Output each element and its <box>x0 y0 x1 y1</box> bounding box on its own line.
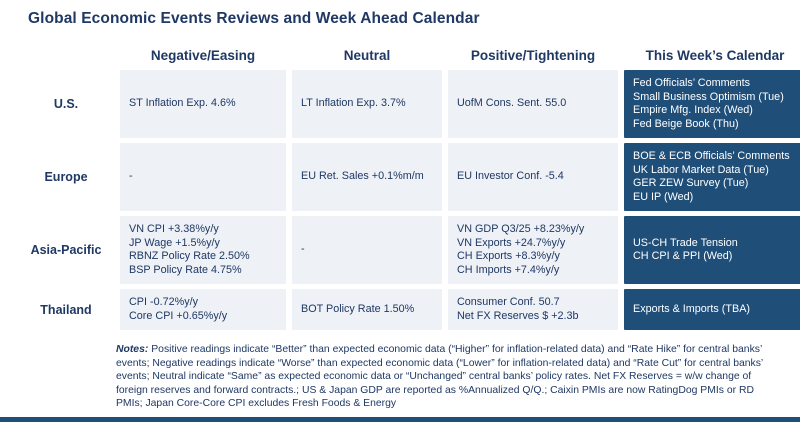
cell-europe-neutral <box>292 143 442 211</box>
cell-line: UofM Cons. Sent. 55.0 <box>457 97 567 110</box>
cell-line: EU Investor Conf. -5.4 <box>457 170 564 183</box>
cell-line: VN CPI +3.38%y/y <box>129 223 219 235</box>
column-header-corner <box>18 39 114 65</box>
cell-line: Net FX Reserves $ +2.3b <box>457 309 579 322</box>
cell-europe-positive <box>448 143 618 211</box>
row-header-asia-pacific: Asia-Pacific <box>30 243 102 257</box>
cell-line: - <box>129 170 133 183</box>
cell-us-neutral <box>292 70 442 138</box>
table-body <box>18 70 800 330</box>
cell-asia-calendar <box>624 216 800 284</box>
table-header-row <box>18 39 800 65</box>
cell-line: Empire Mfg. Index (Wed) <box>633 104 753 116</box>
cell-line: UK Labor Market Data (Tue) <box>633 163 769 176</box>
cell-europe-negative <box>120 143 286 211</box>
row-header-europe: Europe <box>44 170 88 184</box>
cell-line: BSP Policy Rate 4.75% <box>129 263 242 276</box>
table-row <box>18 289 800 330</box>
cell-line: JP Wage +1.5%y/y <box>129 236 220 249</box>
cell-line: RBNZ Policy Rate 2.50% <box>129 250 250 262</box>
cell-asia-positive <box>448 216 618 284</box>
cell-line: CH Exports +8.3%y/y <box>457 250 560 262</box>
top-rule <box>0 0 800 3</box>
cell-line: Small Business Optimism (Tue) <box>633 90 784 103</box>
cell-line: Fed Officials’ Comments <box>633 77 750 89</box>
cell-line: VN GDP Q3/25 +8.23%y/y <box>457 223 585 235</box>
cell-asia-negative <box>120 216 286 284</box>
cell-line: CPI -0.72%y/y <box>129 296 199 308</box>
events-matrix-table <box>12 34 800 335</box>
table-row <box>18 70 800 138</box>
cell-us-positive <box>448 70 618 138</box>
cell-line: LT Inflation Exp. 3.7% <box>301 97 406 110</box>
notes-body: Positive readings indicate “Better” than expected economic data (“Higher” for inflation-related data) and “Rate Hike” for central banks’ events; Negative readings indicate “Worse” than expected economic data (“Lower” for inflation-related data) and “Rate Cut” for central banks’ events; Neutral indicate “Same” as expected economic data or “Unchanged” central banks’ policy rates. Net FX Reserves = w/w change of foreign reserves and forward contracts.; US & Japan GDP are reported as %Annualized Q/Q.; Caixin PMIs are now RatingDog PMIs or RD PMIs; Japan Core-Core CPI excludes Fresh Foods & Energy <box>116 344 763 410</box>
cell-line: ST Inflation Exp. 4.6% <box>129 97 236 110</box>
column-header-negative: Negative/Easing <box>150 48 256 63</box>
notes-block <box>116 343 776 411</box>
cell-line: CH CPI & PPI (Wed) <box>633 250 733 262</box>
cell-us-calendar <box>624 70 800 138</box>
cell-line: Consumer Conf. 50.7 <box>457 296 560 308</box>
cell-thailand-calendar <box>624 289 800 330</box>
table-row <box>18 143 800 211</box>
cell-us-negative <box>120 70 286 138</box>
cell-europe-calendar <box>624 143 800 211</box>
cell-line: VN Exports +24.7%y/y <box>457 236 566 249</box>
cell-line: GER ZEW Survey (Tue) <box>633 177 749 189</box>
cell-thailand-neutral <box>292 289 442 330</box>
cell-line: EU Ret. Sales +0.1%m/m <box>301 170 424 183</box>
row-header-us: U.S. <box>53 97 79 111</box>
cell-thailand-negative <box>120 289 286 330</box>
cell-asia-neutral <box>292 216 442 284</box>
cell-line: CH Imports +7.4%y/y <box>457 263 560 276</box>
notes-label: Notes: <box>116 344 149 355</box>
cell-line: EU IP (Wed) <box>633 190 694 203</box>
cell-line: BOE & ECB Officials’ Comments <box>633 150 790 162</box>
cell-line: Fed Beige Book (Thu) <box>633 117 739 130</box>
cell-line: Core CPI +0.65%y/y <box>129 309 228 322</box>
cell-thailand-positive <box>448 289 618 330</box>
cell-line: US-CH Trade Tension <box>633 236 738 249</box>
column-header-neutral: Neutral <box>343 48 391 63</box>
bottom-rule <box>0 417 800 422</box>
table-header <box>18 39 800 65</box>
cell-line: - <box>301 243 305 256</box>
column-header-positive: Positive/Tightening <box>470 48 596 63</box>
table-row <box>18 216 800 284</box>
cell-line: BOT Policy Rate 1.50% <box>301 302 415 315</box>
cell-line: Exports & Imports (TBA) <box>633 302 750 315</box>
column-header-calendar: This Week’s Calendar <box>645 48 785 63</box>
page-title: Global Economic Events Reviews and Week Ahead Calendar <box>28 10 480 27</box>
row-header-thailand: Thailand <box>40 302 92 317</box>
